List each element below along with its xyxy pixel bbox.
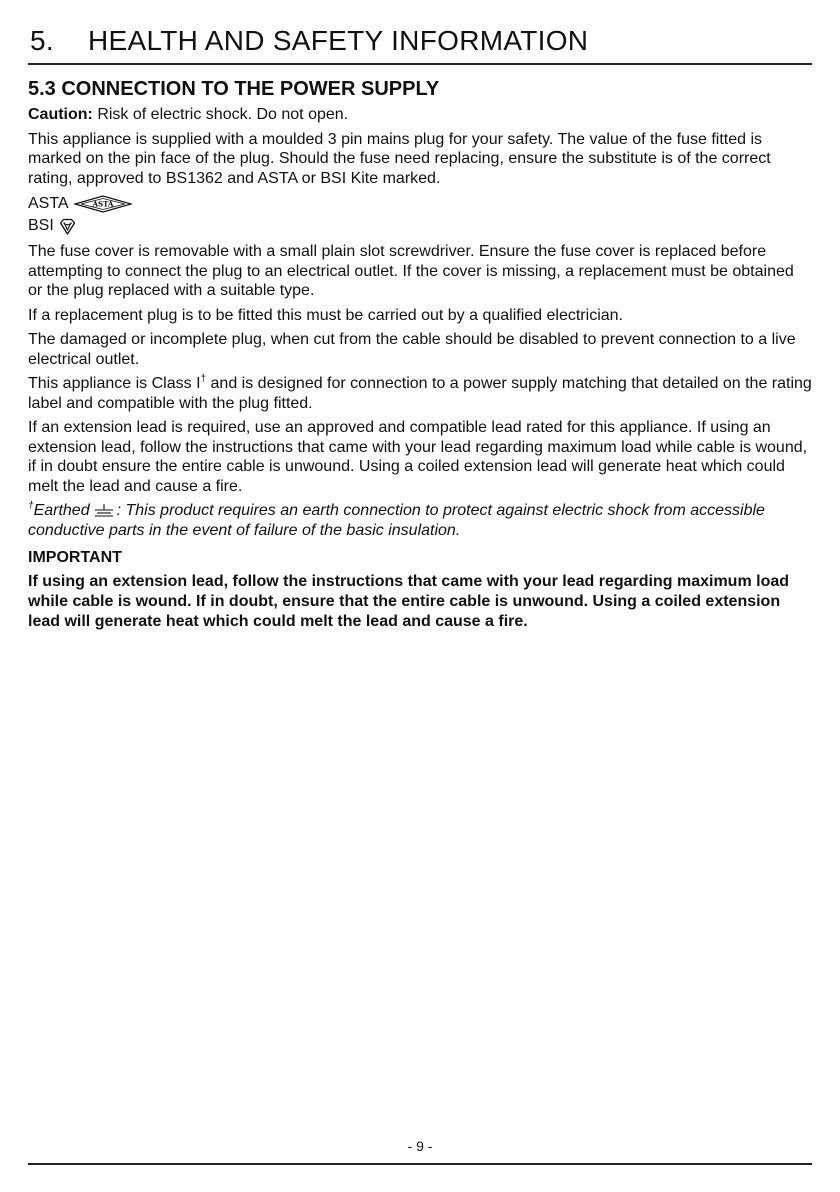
bsi-label: BSI [28, 217, 54, 235]
footnote-dagger: † [28, 500, 34, 512]
paragraph-class-one [28, 374, 812, 413]
asta-label: ASTA [28, 195, 69, 213]
subsection-heading: 5.3 CONNECTION TO THE POWER SUPPLY [28, 78, 440, 100]
caution-label: Caution: [28, 106, 93, 123]
footnote-text: : This product requires an earth connection to protect against electric shock from accessible conductive parts in the event of failure of the basic insulation. [28, 502, 765, 539]
paragraph-replacement-plug: If a replacement plug is to be fitted this must be carried out by a qualified electrician. [28, 306, 623, 324]
earth-symbol-icon [94, 504, 114, 518]
bsi-kitemark-icon [59, 218, 76, 235]
dagger-mark: † [200, 373, 207, 385]
document-body [28, 77, 812, 632]
asta-mark-line [28, 193, 812, 215]
page-title [30, 24, 588, 58]
section-number: 5. [30, 25, 54, 56]
paragraph-damaged-plug: The damaged or incomplete plug, when cut from the cable should be disabled to prevent connection to a live electrical outlet. [28, 331, 796, 368]
caution-text: Risk of electric shock. Do not open. [92, 106, 349, 123]
caution-line [28, 105, 812, 125]
class-text-after: and is designed for connection to a power supply matching that detailed on the rating label and compatible with the plug fitted. [28, 375, 812, 412]
title-divider [28, 63, 812, 65]
page-number: - 9 - [407, 1138, 433, 1154]
bsi-mark-line [28, 215, 812, 237]
important-heading: IMPORTANT [28, 549, 122, 566]
asta-diamond-logo [74, 195, 132, 213]
asta-logo-text: ASTA [92, 199, 113, 209]
section-title: HEALTH AND SAFETY INFORMATION [88, 25, 589, 56]
paragraph-supplied-plug: This appliance is supplied with a moulded 3 pin mains plug for your safety. The value of the fuse fitted is marked on the pin face of the plug. Should the fuse need replacing, ensure the substitute is of the correct rating, approved to BS1362 and ASTA or BSI Kite marked. [28, 130, 771, 187]
paragraph-extension-lead: If an extension lead is required, use an approved and compatible lead rated for this appliance. If using an extension lead, follow the instructions that came with your lead regarding maximum load while cable is wound, if in doubt ensure the entire cable is unwound. Using a coiled extension lead will generate heat which could melt the lead and cause a fire. [28, 419, 808, 495]
footer-divider [28, 1163, 812, 1165]
paragraph-fuse-cover: The fuse cover is removable with a small plain slot screwdriver. Ensure the fuse cover is replaced before attempting to connect the plug to an electrical outlet. If the cover is missing, a replacement must be obtained or the plug replaced with a suitable type. [28, 243, 794, 299]
class-text-before: This appliance is Class I [28, 375, 201, 392]
footnote-label: Earthed [33, 502, 90, 519]
important-text: If using an extension lead, follow the instructions that came with your lead regarding maximum load while cable is wound. If in doubt, ensure that the entire cable is unwound. Using a coiled extension lead will generate heat which could melt the lead and cause a fire. [28, 572, 790, 630]
earthed-footnote [28, 501, 812, 540]
